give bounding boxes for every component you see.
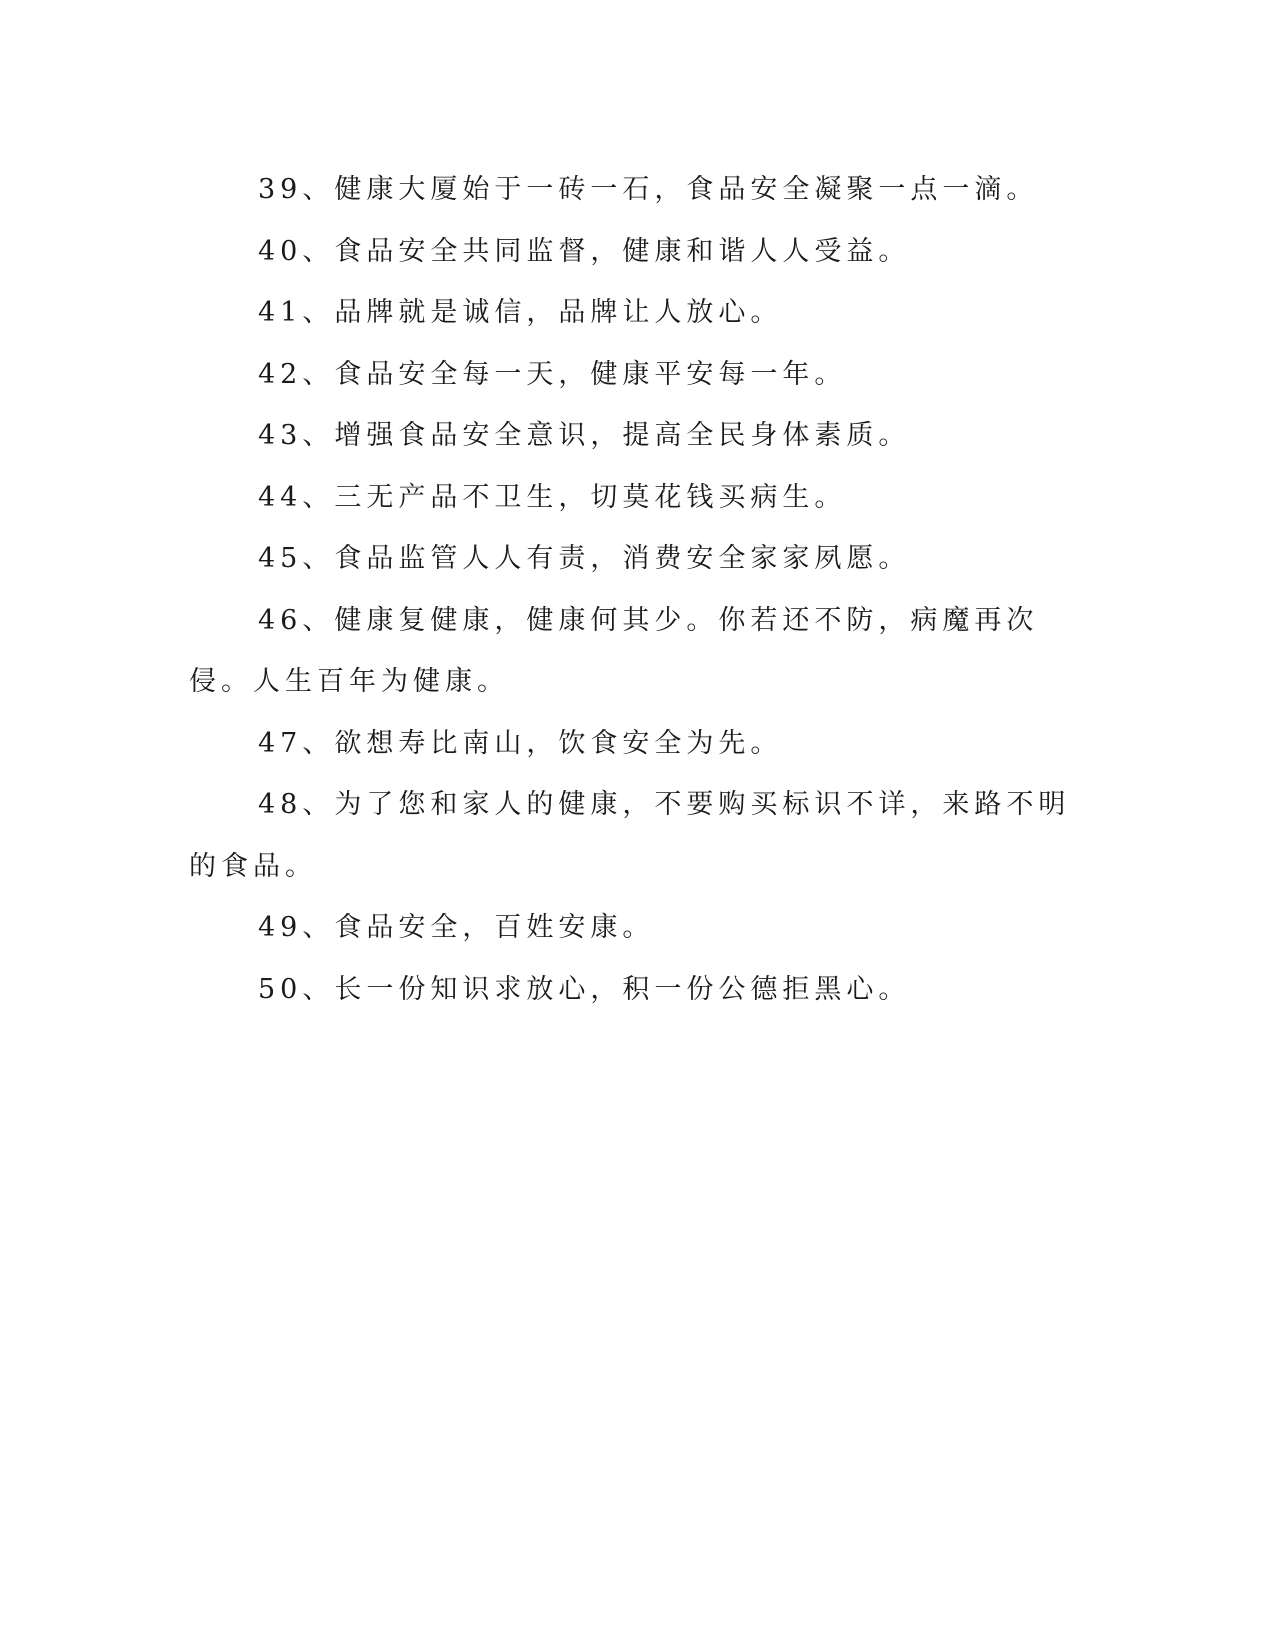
slogan-item: 39、健康大厦始于一砖一石，食品安全凝聚一点一滴。 (258, 174, 1039, 205)
slogan-list (189, 159, 1075, 1020)
slogan-item: 40、食品安全共同监督，健康和谐人人受益。 (258, 235, 911, 267)
slogan-item: 46、健康复健康，健康何其少。你若还不防，病魔再次侵。人生百年为健康。 (189, 604, 1039, 697)
slogan-item: 43、增强食品安全意识，提高全民身体素质。 (258, 420, 911, 451)
slogan-item: 50、长一份知识求放心，积一份公德拒黑心。 (258, 973, 911, 1005)
slogan-item: 45、食品监管人人有责，消费安全家家夙愿。 (258, 543, 911, 574)
slogan-item: 47、欲想寿比南山，饮食安全为先。 (258, 727, 783, 759)
slogan-item: 48、为了您和家人的健康，不要购买标识不详，来路不明的食品。 (189, 789, 1071, 882)
slogan-item: 41、品牌就是诚信，品牌让人放心。 (258, 297, 783, 328)
slogan-item: 49、食品安全，百姓安康。 (258, 912, 655, 943)
slogan-item: 44、三无产品不卫生，切莫花钱买病生。 (258, 481, 847, 513)
slogan-item: 42、食品安全每一天，健康平安每一年。 (258, 358, 847, 390)
